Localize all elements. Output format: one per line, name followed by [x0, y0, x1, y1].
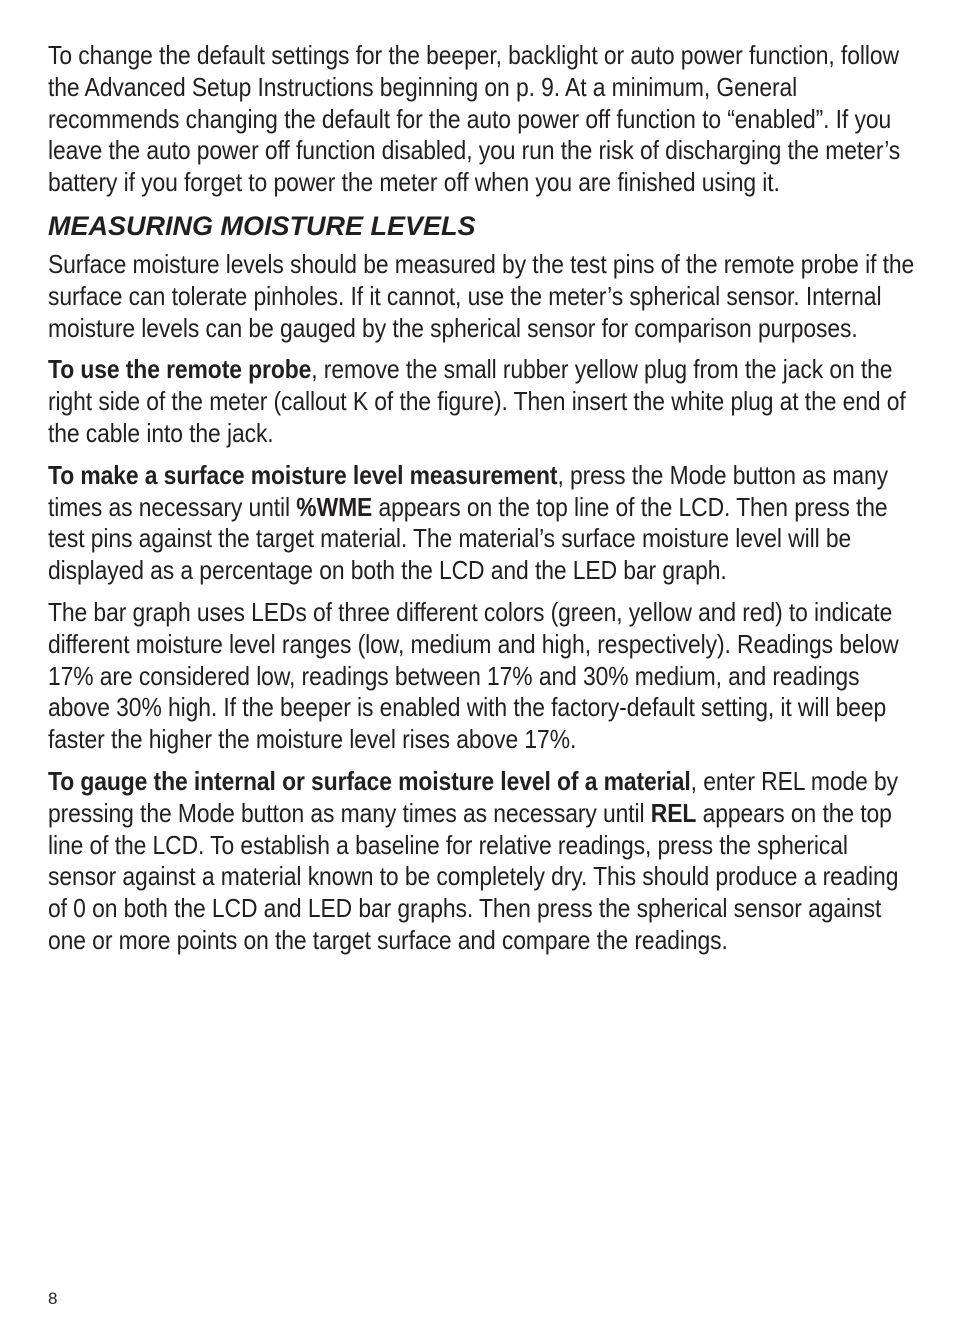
bar-graph-paragraph: [48, 597, 918, 756]
remote-probe-text: , remove the small rubber yellow plug from the jack on the right side of the meter (callout K of the figure). Then insert the white plug at the end of the cable into the jack.: [48, 354, 906, 448]
intro-paragraph: [48, 40, 918, 199]
bar-graph-text: The bar graph uses LEDs of three different colors (green, yellow and red) to indicate different moisture level ranges (low, medium and high, respectively). Readings below 17% are considered low, readings between 17% and 30% medium, and readings above 30% high. If the beeper is enabled with the factory-default setting, it will beep faster the higher the moisture level rises above 17%.: [48, 596, 899, 755]
surface-measurement-lead: To make a surface moisture level measurement: [48, 459, 558, 490]
remote-probe-paragraph: [48, 354, 918, 449]
surface-intro-paragraph: [48, 249, 918, 344]
surface-intro-text: Surface moisture levels should be measured by the test pins of the remote probe if the surface can tolerate pinholes. If it cannot, use the meter’s spherical sensor. Internal moisture levels can be gauged by the spherical sensor for comparison purposes.: [48, 248, 915, 343]
surface-measurement-text-1: , press the Mode button as many times as necessary until: [48, 459, 888, 522]
wme-mode-label: %WME: [296, 491, 373, 522]
section-heading: MEASURING MOISTURE LEVELS: [48, 210, 476, 241]
surface-measurement-paragraph: [48, 460, 918, 587]
surface-measurement-text-2: appears on the top line of the LCD. Then press the test pins against the target material. The material’s surface moisture level will be displayed as a percentage on both the LCD and the LED bar graph.: [48, 491, 888, 586]
page-number: 8: [48, 1289, 58, 1308]
page-content: [48, 40, 918, 967]
internal-gauge-paragraph: [48, 766, 918, 957]
remote-probe-lead: To use the remote probe: [48, 354, 312, 385]
intro-text: To change the default settings for the beeper, backlight or auto power function, follow the Advanced Setup Instructions beginning on p. 9. At a minimum, General recommends changing the default for the auto power off function to “enabled”. If you leave the auto power off function disabled, you run the risk of discharging the meter’s battery if you forget to power the meter off when you are finished using it.: [48, 40, 901, 198]
internal-gauge-text-1: , enter REL mode by pressing the Mode button as many times as necessary until: [48, 765, 898, 828]
rel-mode-label: REL: [650, 797, 697, 828]
internal-gauge-text-2: appears on the top line of the LCD. To establish a baseline for relative readings, press the spherical sensor against a material known to be completely dry. This should produce a reading of 0 on both the LCD and LED bar graphs. Then press the spherical sensor against one or more points on the target surface and compare the readings.: [48, 797, 899, 955]
internal-gauge-lead: To gauge the internal or surface moisture level of a material: [48, 765, 691, 796]
